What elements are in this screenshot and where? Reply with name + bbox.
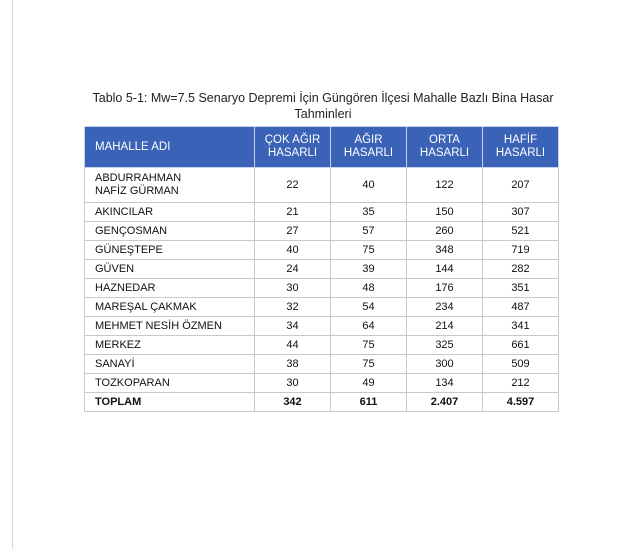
header-agir-hasarli: AĞIR HASARLI bbox=[331, 127, 407, 168]
mahalle-name: AKINCILAR bbox=[85, 203, 255, 222]
orta-value: 325 bbox=[407, 336, 483, 355]
cok-agir-value: 24 bbox=[255, 260, 331, 279]
mahalle-name: HAZNEDAR bbox=[85, 279, 255, 298]
total-agir: 611 bbox=[331, 393, 407, 412]
mahalle-name: GENÇOSMAN bbox=[85, 222, 255, 241]
agir-value: 48 bbox=[331, 279, 407, 298]
cok-agir-value: 21 bbox=[255, 203, 331, 222]
orta-value: 214 bbox=[407, 317, 483, 336]
total-cok-agir: 342 bbox=[255, 393, 331, 412]
orta-value: 260 bbox=[407, 222, 483, 241]
mahalle-name: ABDURRAHMAN NAFİZ GÜRMAN bbox=[85, 168, 255, 203]
header-orta-hasarli: ORTA HASARLI bbox=[407, 127, 483, 168]
hafif-value: 282 bbox=[483, 260, 559, 279]
agir-value: 75 bbox=[331, 336, 407, 355]
damage-estimate-table bbox=[84, 126, 559, 412]
table-caption bbox=[84, 90, 562, 122]
mahalle-name: MAREŞAL ÇAKMAK bbox=[85, 298, 255, 317]
hafif-value: 661 bbox=[483, 336, 559, 355]
hafif-value: 341 bbox=[483, 317, 559, 336]
agir-value: 54 bbox=[331, 298, 407, 317]
caption-line-1: Tablo 5-1: Mw=7.5 Senaryo Depremi İçin Güngören İlçesi Mahalle Bazlı Bina Hasar bbox=[92, 91, 554, 105]
hafif-value: 351 bbox=[483, 279, 559, 298]
agir-value: 75 bbox=[331, 241, 407, 260]
orta-value: 348 bbox=[407, 241, 483, 260]
cok-agir-value: 22 bbox=[255, 168, 331, 203]
total-orta: 2.407 bbox=[407, 393, 483, 412]
mahalle-name: TOZKOPARAN bbox=[85, 374, 255, 393]
hafif-value: 521 bbox=[483, 222, 559, 241]
orta-value: 150 bbox=[407, 203, 483, 222]
hafif-value: 719 bbox=[483, 241, 559, 260]
agir-value: 39 bbox=[331, 260, 407, 279]
table-row bbox=[85, 203, 559, 222]
mahalle-name: MERKEZ bbox=[85, 336, 255, 355]
table-header-row bbox=[85, 127, 559, 168]
cok-agir-value: 40 bbox=[255, 241, 331, 260]
orta-value: 176 bbox=[407, 279, 483, 298]
table-row bbox=[85, 241, 559, 260]
hafif-value: 307 bbox=[483, 203, 559, 222]
table-row bbox=[85, 279, 559, 298]
hafif-value: 509 bbox=[483, 355, 559, 374]
table-row bbox=[85, 355, 559, 374]
header-hafif-hasarli: HAFİF HASARLI bbox=[483, 127, 559, 168]
orta-value: 134 bbox=[407, 374, 483, 393]
table-row bbox=[85, 222, 559, 241]
cok-agir-value: 34 bbox=[255, 317, 331, 336]
orta-value: 144 bbox=[407, 260, 483, 279]
table-row bbox=[85, 336, 559, 355]
orta-value: 122 bbox=[407, 168, 483, 203]
table-row bbox=[85, 317, 559, 336]
agir-value: 40 bbox=[331, 168, 407, 203]
agir-value: 75 bbox=[331, 355, 407, 374]
mahalle-name: MEHMET NESİH ÖZMEN bbox=[85, 317, 255, 336]
table-row bbox=[85, 298, 559, 317]
caption-line-2: Tahminleri bbox=[294, 107, 352, 121]
mahalle-name: GÜNEŞTEPE bbox=[85, 241, 255, 260]
cok-agir-value: 44 bbox=[255, 336, 331, 355]
header-cok-agir-hasarli: ÇOK AĞIR HASARLI bbox=[255, 127, 331, 168]
cok-agir-value: 32 bbox=[255, 298, 331, 317]
total-label: TOPLAM bbox=[85, 393, 255, 412]
orta-value: 300 bbox=[407, 355, 483, 374]
agir-value: 49 bbox=[331, 374, 407, 393]
page-edge-line bbox=[12, 0, 13, 549]
agir-value: 35 bbox=[331, 203, 407, 222]
agir-value: 57 bbox=[331, 222, 407, 241]
cok-agir-value: 27 bbox=[255, 222, 331, 241]
header-mahalle-adi: MAHALLE ADI bbox=[85, 127, 255, 168]
hafif-value: 212 bbox=[483, 374, 559, 393]
hafif-value: 487 bbox=[483, 298, 559, 317]
table-row bbox=[85, 260, 559, 279]
table-row bbox=[85, 374, 559, 393]
table-row bbox=[85, 168, 559, 203]
total-row bbox=[85, 393, 559, 412]
orta-value: 234 bbox=[407, 298, 483, 317]
cok-agir-value: 38 bbox=[255, 355, 331, 374]
agir-value: 64 bbox=[331, 317, 407, 336]
mahalle-name: GÜVEN bbox=[85, 260, 255, 279]
cok-agir-value: 30 bbox=[255, 374, 331, 393]
total-hafif: 4.597 bbox=[483, 393, 559, 412]
cok-agir-value: 30 bbox=[255, 279, 331, 298]
hafif-value: 207 bbox=[483, 168, 559, 203]
mahalle-name: SANAYİ bbox=[85, 355, 255, 374]
